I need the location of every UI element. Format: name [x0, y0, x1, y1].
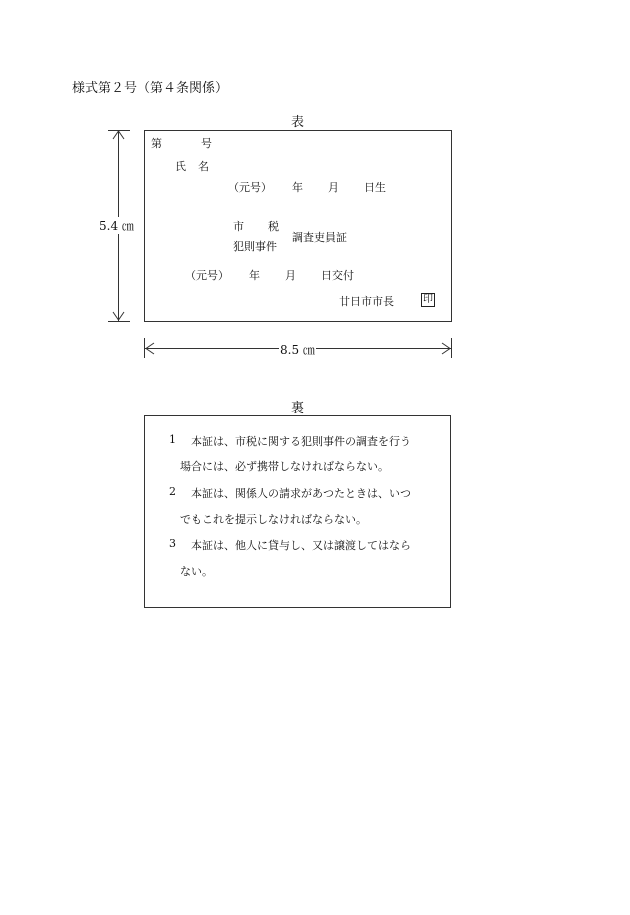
certificate-title: 調査吏員証 — [292, 231, 347, 244]
issue-year: 年 — [249, 269, 260, 282]
item-2-line-2: でもこれを提示しなければならない。 — [180, 513, 367, 526]
issue-day: 日交付 — [321, 269, 354, 282]
birth-year: 年 — [292, 181, 303, 194]
item-2-line-1: 本証は、関係人の請求があつたときは、いつ — [191, 487, 411, 500]
number-label-prefix: 第 — [151, 137, 162, 150]
form-title: 様式第２号（第４条関係） — [72, 81, 229, 96]
item-1-line-2: 場合には、必ず携帯しなければならない。 — [180, 460, 389, 473]
city-label: 市 — [233, 220, 244, 233]
issuer-name: 廿日市市長 — [339, 295, 394, 308]
item-1-number: 1 — [169, 433, 176, 446]
arrow-left-icon — [145, 342, 155, 355]
issue-era: （元号） — [185, 269, 229, 282]
item-2-number: 2 — [169, 485, 176, 498]
name-label-2: 名 — [198, 160, 209, 173]
back-card — [144, 415, 451, 608]
width-tick-right — [451, 338, 452, 358]
birth-day: 日生 — [364, 181, 386, 194]
item-3-line-2: ない。 — [180, 565, 213, 578]
name-label-1: 氏 — [175, 160, 186, 173]
width-label: 8.5 ㎝ — [280, 343, 315, 357]
item-1-line-1: 本証は、市税に関する犯則事件の調査を行う — [191, 435, 411, 448]
front-heading: 表 — [291, 115, 305, 130]
back-heading: 裏 — [291, 401, 305, 416]
arrow-down-icon — [112, 311, 125, 321]
birth-month: 月 — [328, 181, 339, 194]
item-3-line-1: 本証は、他人に貸与し、又は譲渡してはなら — [191, 539, 411, 552]
seal-mark: 印 — [423, 294, 433, 305]
height-label: 5.4 ㎝ — [99, 219, 134, 233]
offense-label: 犯則事件 — [233, 240, 277, 253]
front-card — [144, 130, 452, 322]
tax-label: 税 — [268, 220, 279, 233]
arrow-right-icon — [441, 342, 451, 355]
number-label-suffix: 号 — [201, 137, 212, 150]
arrow-up-icon — [112, 130, 125, 140]
item-3-number: 3 — [169, 537, 176, 550]
issue-month: 月 — [285, 269, 296, 282]
height-tick-bottom — [108, 321, 130, 322]
birth-era: （元号） — [228, 181, 272, 194]
